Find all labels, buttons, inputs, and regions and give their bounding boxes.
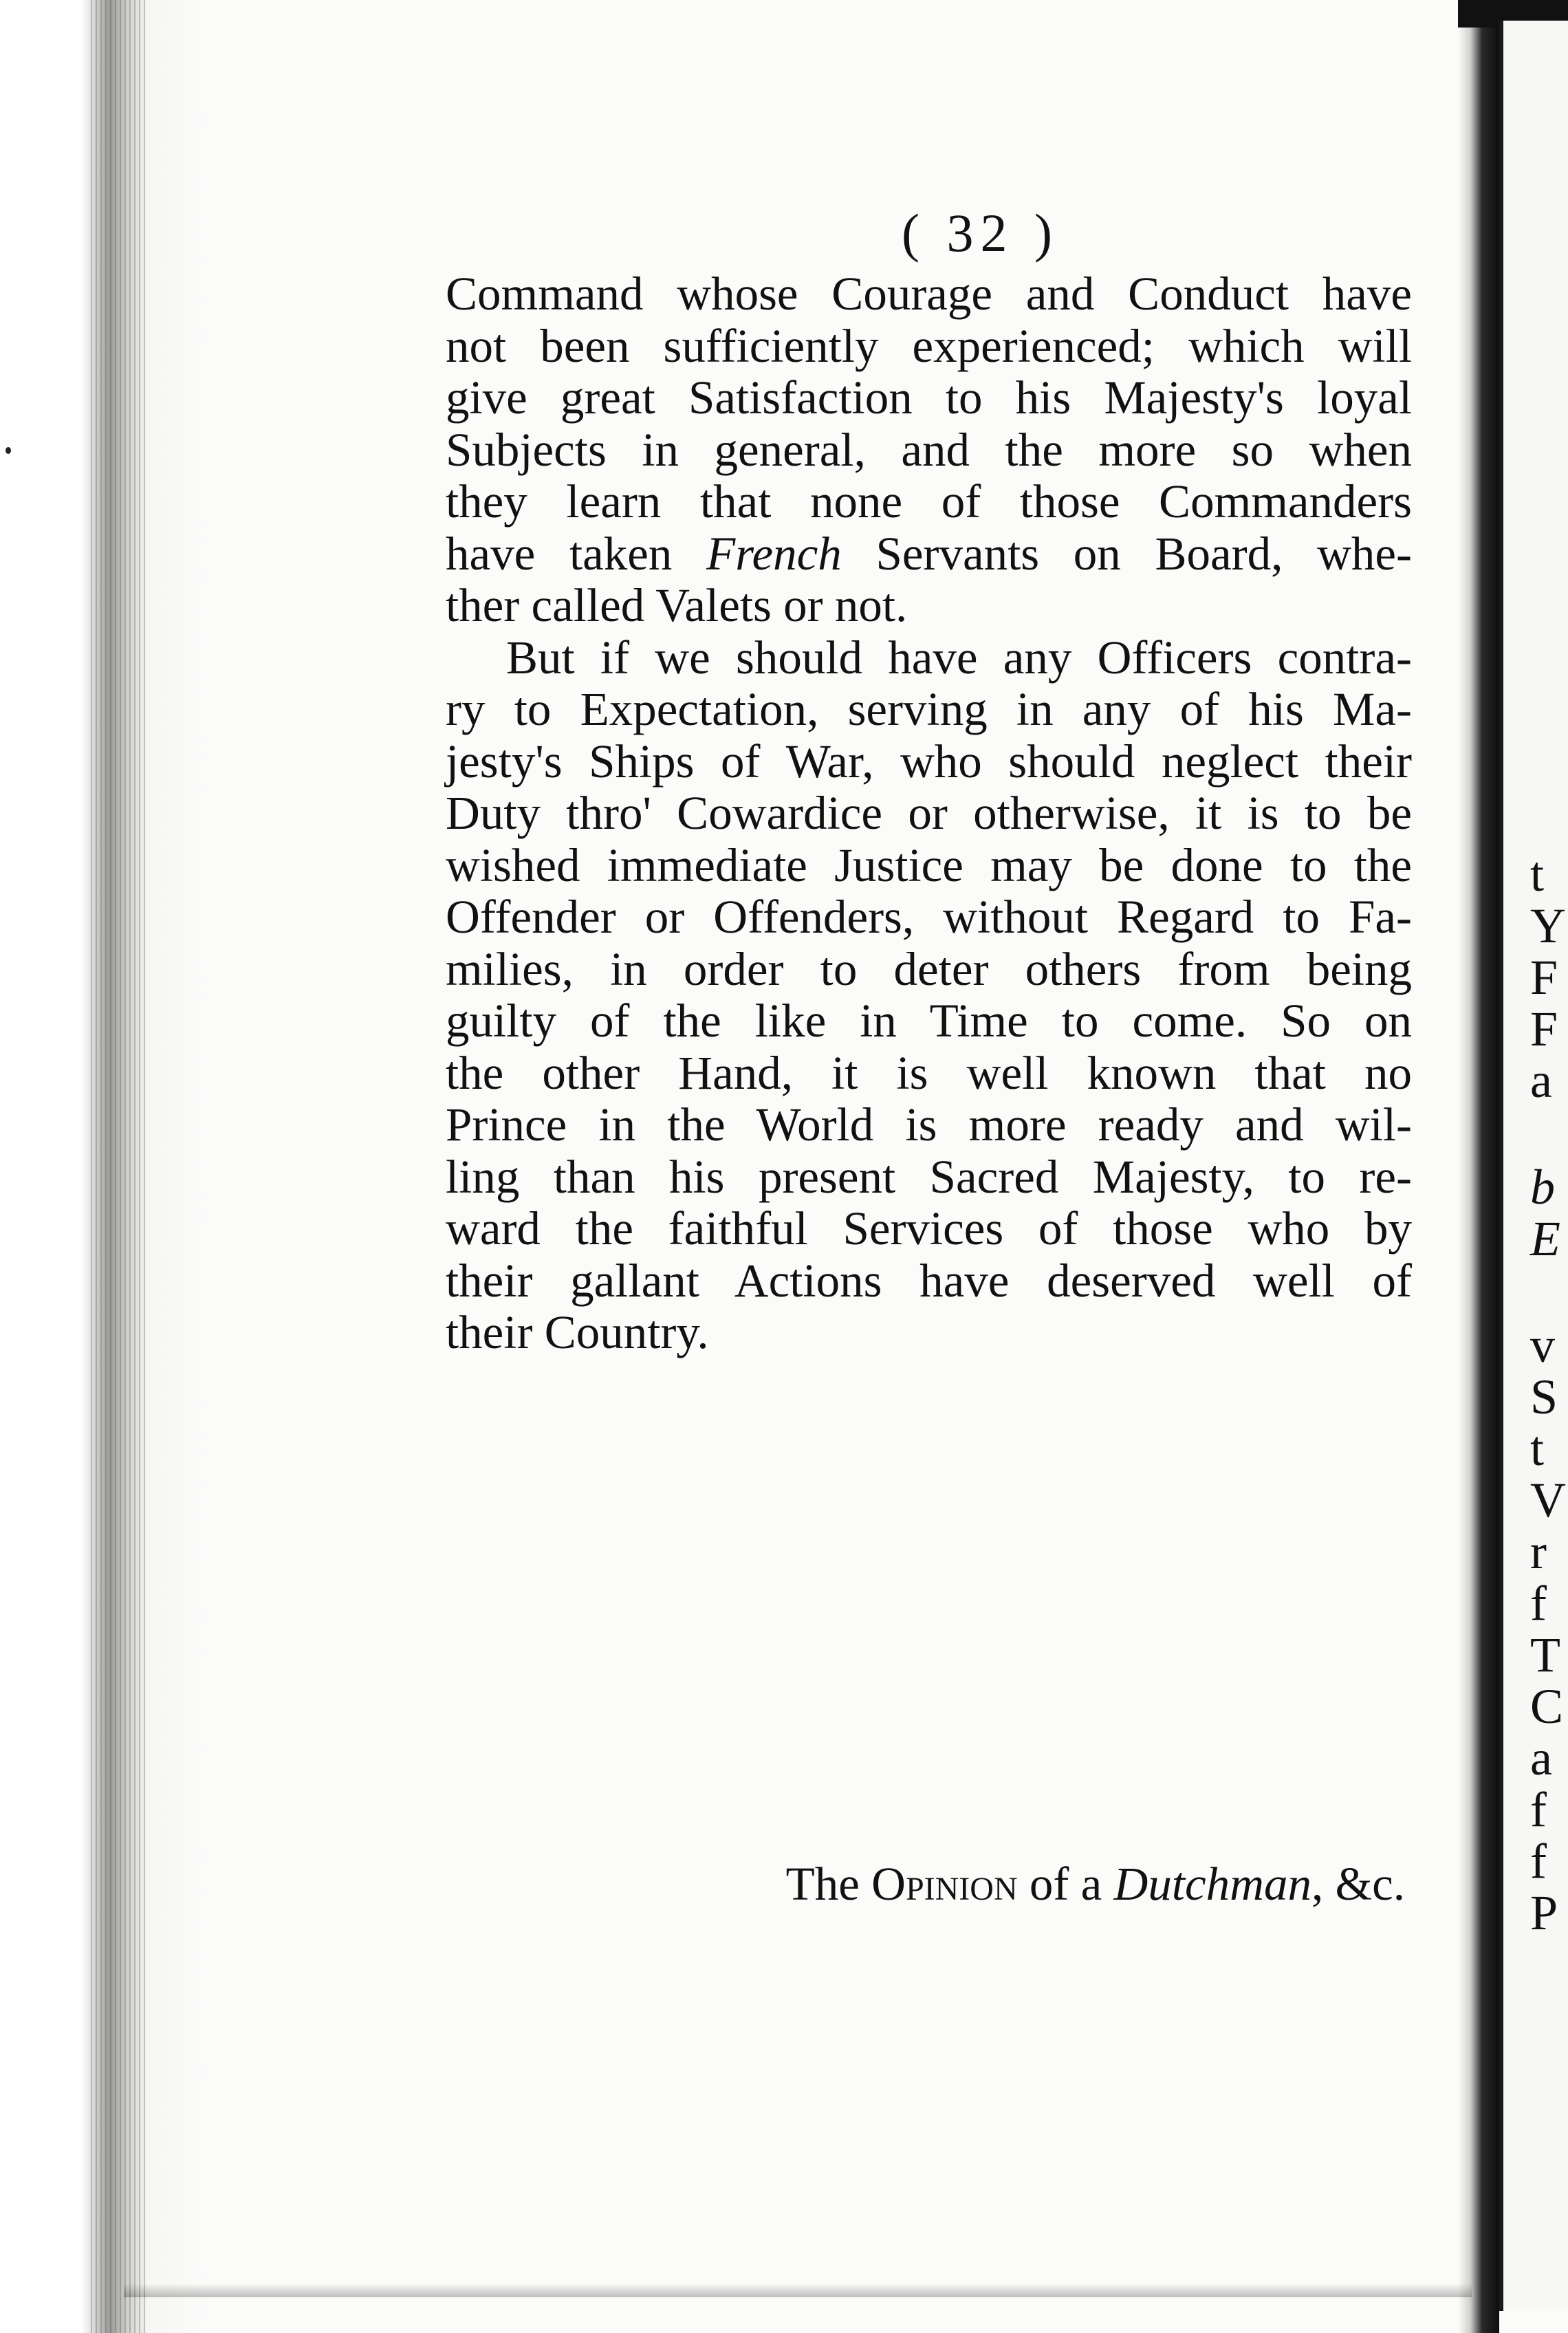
text-line: their gallant Actions have deserved well of — [446, 1254, 1412, 1307]
text-line: the other Hand, it is well known that no — [446, 1046, 1412, 1099]
text-line: ther called Valets or not. — [446, 579, 908, 631]
paragraph-1 — [446, 268, 1412, 632]
text-line: wished immediate Justice may be done to the — [446, 838, 1412, 891]
facing-letter: V — [1530, 1473, 1566, 1528]
facing-page-letters — [1530, 0, 1568, 2333]
italic-word: French — [706, 527, 842, 580]
text-line: ward the faithful Services of those who by — [446, 1202, 1412, 1255]
paragraph-2 — [446, 632, 1412, 1359]
facing-letter: a — [1530, 1730, 1552, 1786]
text-line: Offender or Offenders, without Regard to Fa- — [446, 891, 1412, 943]
facing-letter: t — [1530, 1421, 1545, 1476]
page-bottom-shadow — [124, 2283, 1472, 2297]
catchline-of-a: of a — [1029, 1858, 1102, 1910]
facing-letter: S — [1530, 1369, 1558, 1424]
page-number: ( 32 ) — [902, 203, 1059, 263]
page-edge-lines — [91, 0, 146, 2333]
facing-letter: E — [1530, 1211, 1560, 1266]
catchline-the: The — [785, 1858, 860, 1910]
facing-letter: f — [1530, 1782, 1547, 1837]
text-line: Command whose Courage and Conduct have — [446, 268, 1412, 320]
facing-letter: F — [1530, 1001, 1558, 1056]
facing-letter: v — [1530, 1318, 1555, 1373]
facing-letter: C — [1530, 1679, 1564, 1734]
text-line: guilty of the like in Time to come. So on — [446, 995, 1412, 1047]
text-line: not been sufficiently experienced; which will — [446, 319, 1412, 372]
text-line: ry to Expectation, serving in any of his Ma- — [446, 683, 1412, 735]
facing-letter: f — [1530, 1834, 1547, 1889]
text-line: their Country. — [446, 1306, 709, 1358]
scan-speck — [6, 447, 11, 454]
facing-letter: b — [1530, 1160, 1555, 1215]
text-line: ling than his present Sacred Majesty, to re- — [446, 1150, 1412, 1203]
catchline-opinion: Opinion — [871, 1858, 1018, 1910]
facing-letter: Y — [1530, 898, 1566, 953]
text-line: jesty's Ships of War, who should neglect their — [446, 735, 1412, 788]
text-line: Prince in the World is more ready and wil- — [446, 1098, 1412, 1151]
catchline-etc: , &c. — [1311, 1858, 1405, 1910]
facing-letter: f — [1530, 1576, 1547, 1631]
catchline — [652, 1857, 1405, 1911]
text-line: But if we should have any Officers contra- — [506, 631, 1412, 684]
facing-letter: a — [1530, 1053, 1552, 1108]
facing-letter: T — [1530, 1627, 1560, 1682]
text-line: Duty thro' Cowardice or otherwise, it is to be — [446, 787, 1412, 839]
facing-letter: t — [1530, 847, 1545, 902]
text-line: milies, in order to deter others from being — [446, 942, 1412, 995]
text-line: Subjects in general, and the more so when — [446, 423, 1412, 476]
text-line: give great Satisfaction to his Majesty's loyal — [446, 371, 1412, 424]
body-text — [446, 203, 1412, 1359]
text-line: they learn that none of those Commanders — [446, 475, 1412, 528]
text-line: have taken French Servants on Board, whe- — [446, 527, 1412, 580]
facing-letter: r — [1530, 1524, 1547, 1579]
facing-letter: P — [1530, 1885, 1558, 1940]
catchline-dutchman: Dutchman — [1113, 1858, 1311, 1910]
book-binding-shadow — [1458, 0, 1499, 2333]
facing-letter: F — [1530, 950, 1558, 1005]
